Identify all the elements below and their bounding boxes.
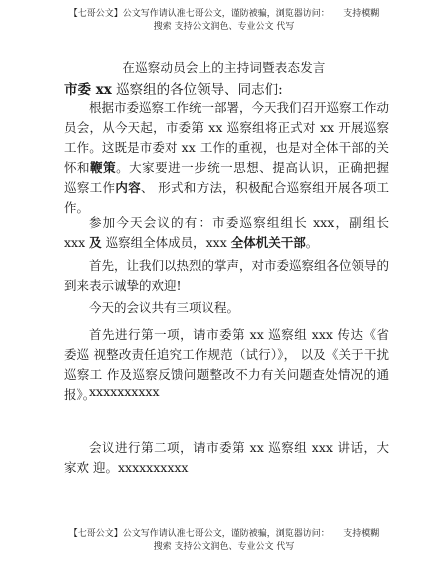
paragraph-7: 会议进行第二项，请市委第 xx 巡察组 xxx 讲话，大家欢 迎。xxxxxxxxxx — [64, 440, 389, 475]
p1-bold-1: 鞭策 — [90, 160, 117, 175]
p2-bold-2: 全体机关干部 — [230, 235, 306, 250]
p1-text-d: 、 形式和方法，积极配合巡察组开展各项工作。 — [64, 180, 389, 215]
p1-text-a: 根据市委巡察工作统一部署，今天我们召开巡察工作动员会，从今天起，市委第 xx 巡察组将正式对 xx 开展巡察工作。这既是市委对 xx 工作的重视，也是对全体干部的关怀和 — [64, 100, 390, 175]
footer-banner — [0, 528, 448, 554]
p2-bold-1: 及 — [89, 235, 102, 250]
paragraph-1 — [64, 98, 389, 218]
footer-banner-line2 — [0, 541, 448, 554]
salutation — [64, 78, 283, 98]
paragraph-4: 今天的会议共有三项议程。 — [89, 300, 240, 315]
header-banner-search: 搜索 — [153, 22, 172, 32]
paragraph-5: 首先进行第一项，请市委第 xx 巡察组 xxx 传达《省委巡 视整改责任追究工作规范（试行）》， 以及《关于干扰巡察工 作及巡察反馈问题整改不力有关问题查处情况的通报》。 — [64, 327, 389, 402]
header-banner-line1: 【七哥公文】公文写作请认准七哥公文，谨防被骗，浏览器访问： 支持模糊 — [68, 9, 380, 19]
p2-text-c: 巡察组全体成员，xxx — [101, 235, 231, 250]
footer-banner-line1: 【七哥公文】公文写作请认准七哥公文，谨防被骗，浏览器访问： 支持模糊 — [68, 529, 380, 539]
salutation-bold: 市委 xx — [64, 82, 112, 98]
p1-text-c: 。大家要进一步统一思想、提高认识，正确把握巡察工作 — [64, 160, 389, 195]
header-banner-line2 — [0, 21, 448, 34]
footer-banner-service: 支持公文润色、专业公文 代写 — [174, 542, 295, 552]
salutation-rest: 巡察组的各位领导、同志们: — [111, 82, 283, 98]
paragraph-2 — [64, 213, 389, 253]
p1-bold-2: 内容 — [115, 180, 142, 195]
footer-banner-search: 搜索 — [153, 542, 172, 552]
p2-text-a: 参加今天会议的有：市委巡察组组长 xxx，副组长 xxx — [64, 215, 389, 250]
header-banner — [0, 8, 448, 34]
p2-text-d: 。 — [305, 235, 319, 250]
document-title: 在巡察动员会上的主持词暨表态发言 — [122, 60, 326, 75]
paragraph-3: 首先，让我们以热烈的掌声，对市委巡察组各位领导的到来表示诚挚的欢迎! — [64, 258, 390, 293]
header-banner-service: 支持公文润色、专业公文 代写 — [174, 22, 295, 32]
paragraph-6: xxxxxxxxxx — [89, 384, 160, 399]
